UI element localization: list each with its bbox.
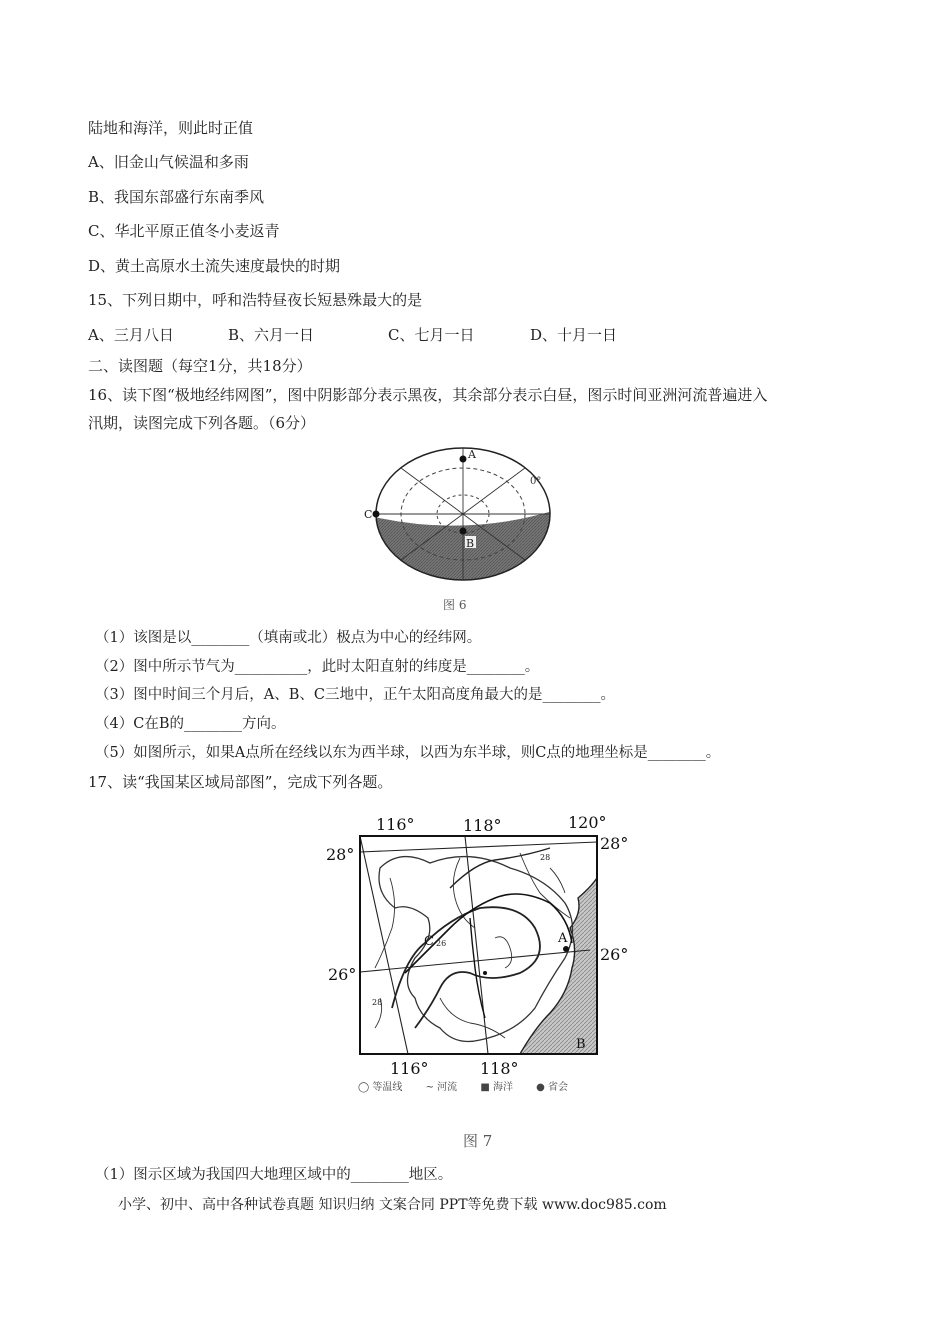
isotherm-label-28a: 28 xyxy=(540,853,551,862)
question-16-line-2: 汛期，读图完成下列各题。（6分） xyxy=(88,414,316,432)
page-footer: 小学、初中、高中各种试卷真题 知识归纳 文案合同 PPT等免费下载 www.doc985.com xyxy=(118,1197,667,1213)
legend-capital: ● 省会 xyxy=(536,1082,569,1093)
top-label-120: 120° xyxy=(568,813,607,832)
legend-river: ∼ 河流 xyxy=(425,1082,458,1093)
q17-sub-1: （1）图示区域为我国四大地理区域中的________地区。 xyxy=(95,1167,453,1183)
legend-isotherm: ◯ 等温线 xyxy=(358,1082,403,1093)
section-2-title: 二、读图题（每空1分，共18分） xyxy=(88,357,312,375)
figure-6-caption: 图 6 xyxy=(443,598,467,612)
question-15: 15、下列日期中，呼和浩特昼夜长短悬殊最大的是 xyxy=(88,291,423,309)
q16-sub-4: （4）C在B的________方向。 xyxy=(95,716,286,732)
bottom-label-116: 116° xyxy=(390,1059,429,1076)
label-c: C xyxy=(364,508,373,521)
province-boundary xyxy=(379,857,573,1042)
legend-sea: ■ 海洋 xyxy=(480,1082,513,1093)
figure-7-caption: 图 7 xyxy=(463,1132,493,1150)
top-label-116: 116° xyxy=(376,815,415,834)
line-1: 陆地和海洋，则此时正值 xyxy=(88,119,254,137)
figure-6-polar-diagram xyxy=(360,438,560,588)
q16-sub-5: （5）如图所示，如果A点所在经线以东为西半球，以西为东半球，则C点的地理坐标是________。 xyxy=(95,745,721,761)
map-label-b: B xyxy=(576,1037,586,1052)
map-label-c: C xyxy=(424,934,434,949)
option-d: D、黄土高原水土流失速度最快的时期 xyxy=(88,257,341,275)
q15-option-c: C、七月一日 xyxy=(388,326,475,344)
figure-7-regional-map xyxy=(320,808,640,1076)
isotherm-28 xyxy=(450,848,550,888)
point-a xyxy=(460,456,467,463)
right-label-28: 28° xyxy=(600,834,629,853)
option-b: B、我国东部盛行东南季风 xyxy=(88,188,265,206)
question-17: 17、读“我国某区域局部图”，完成下列各题。 xyxy=(88,773,393,791)
q16-sub-1: （1）该图是以________（填南或北）极点为中心的经纬网。 xyxy=(95,630,482,646)
q16-sub-3: （3）图中时间三个月后，A、B、C三地中，正午太阳高度角最大的是________。 xyxy=(95,687,615,703)
point-b xyxy=(460,528,467,535)
question-15-options xyxy=(88,325,617,345)
left-label-28: 28° xyxy=(326,845,355,864)
label-a: A xyxy=(468,448,476,461)
top-label-118: 118° xyxy=(463,816,502,835)
point-c xyxy=(373,511,380,518)
right-label-26: 26° xyxy=(600,945,629,964)
isotherm-label-26: 26 xyxy=(436,939,447,948)
isotherm-26 xyxy=(392,907,540,1028)
bottom-label-118: 118° xyxy=(480,1059,519,1076)
option-c: C、华北平原正值冬小麦返青 xyxy=(88,222,280,240)
provincial-capital-dot xyxy=(563,946,569,952)
isotherm-label-28b: 28 xyxy=(372,998,383,1007)
label-b: B xyxy=(466,537,475,550)
q16-sub-2: （2）图中所示节气为__________，此时太阳直射的纬度是________。 xyxy=(95,659,540,675)
figure-7-legend xyxy=(358,1078,588,1093)
label-0-degree: 0° xyxy=(530,476,542,487)
q15-option-b: B、六月一日 xyxy=(228,326,315,344)
q15-option-a: A、三月八日 xyxy=(88,326,174,344)
option-a: A、旧金山气候温和多雨 xyxy=(88,153,249,171)
left-label-26: 26° xyxy=(328,965,357,984)
map-label-a: A xyxy=(558,931,568,946)
q15-option-d: D、十月一日 xyxy=(530,326,618,344)
question-16-line-1: 16、读下图“极地经纬网图”，图中阴影部分表示黑夜，其余部分表示白昼，图示时间亚洲河流普遍进入 xyxy=(88,386,768,404)
